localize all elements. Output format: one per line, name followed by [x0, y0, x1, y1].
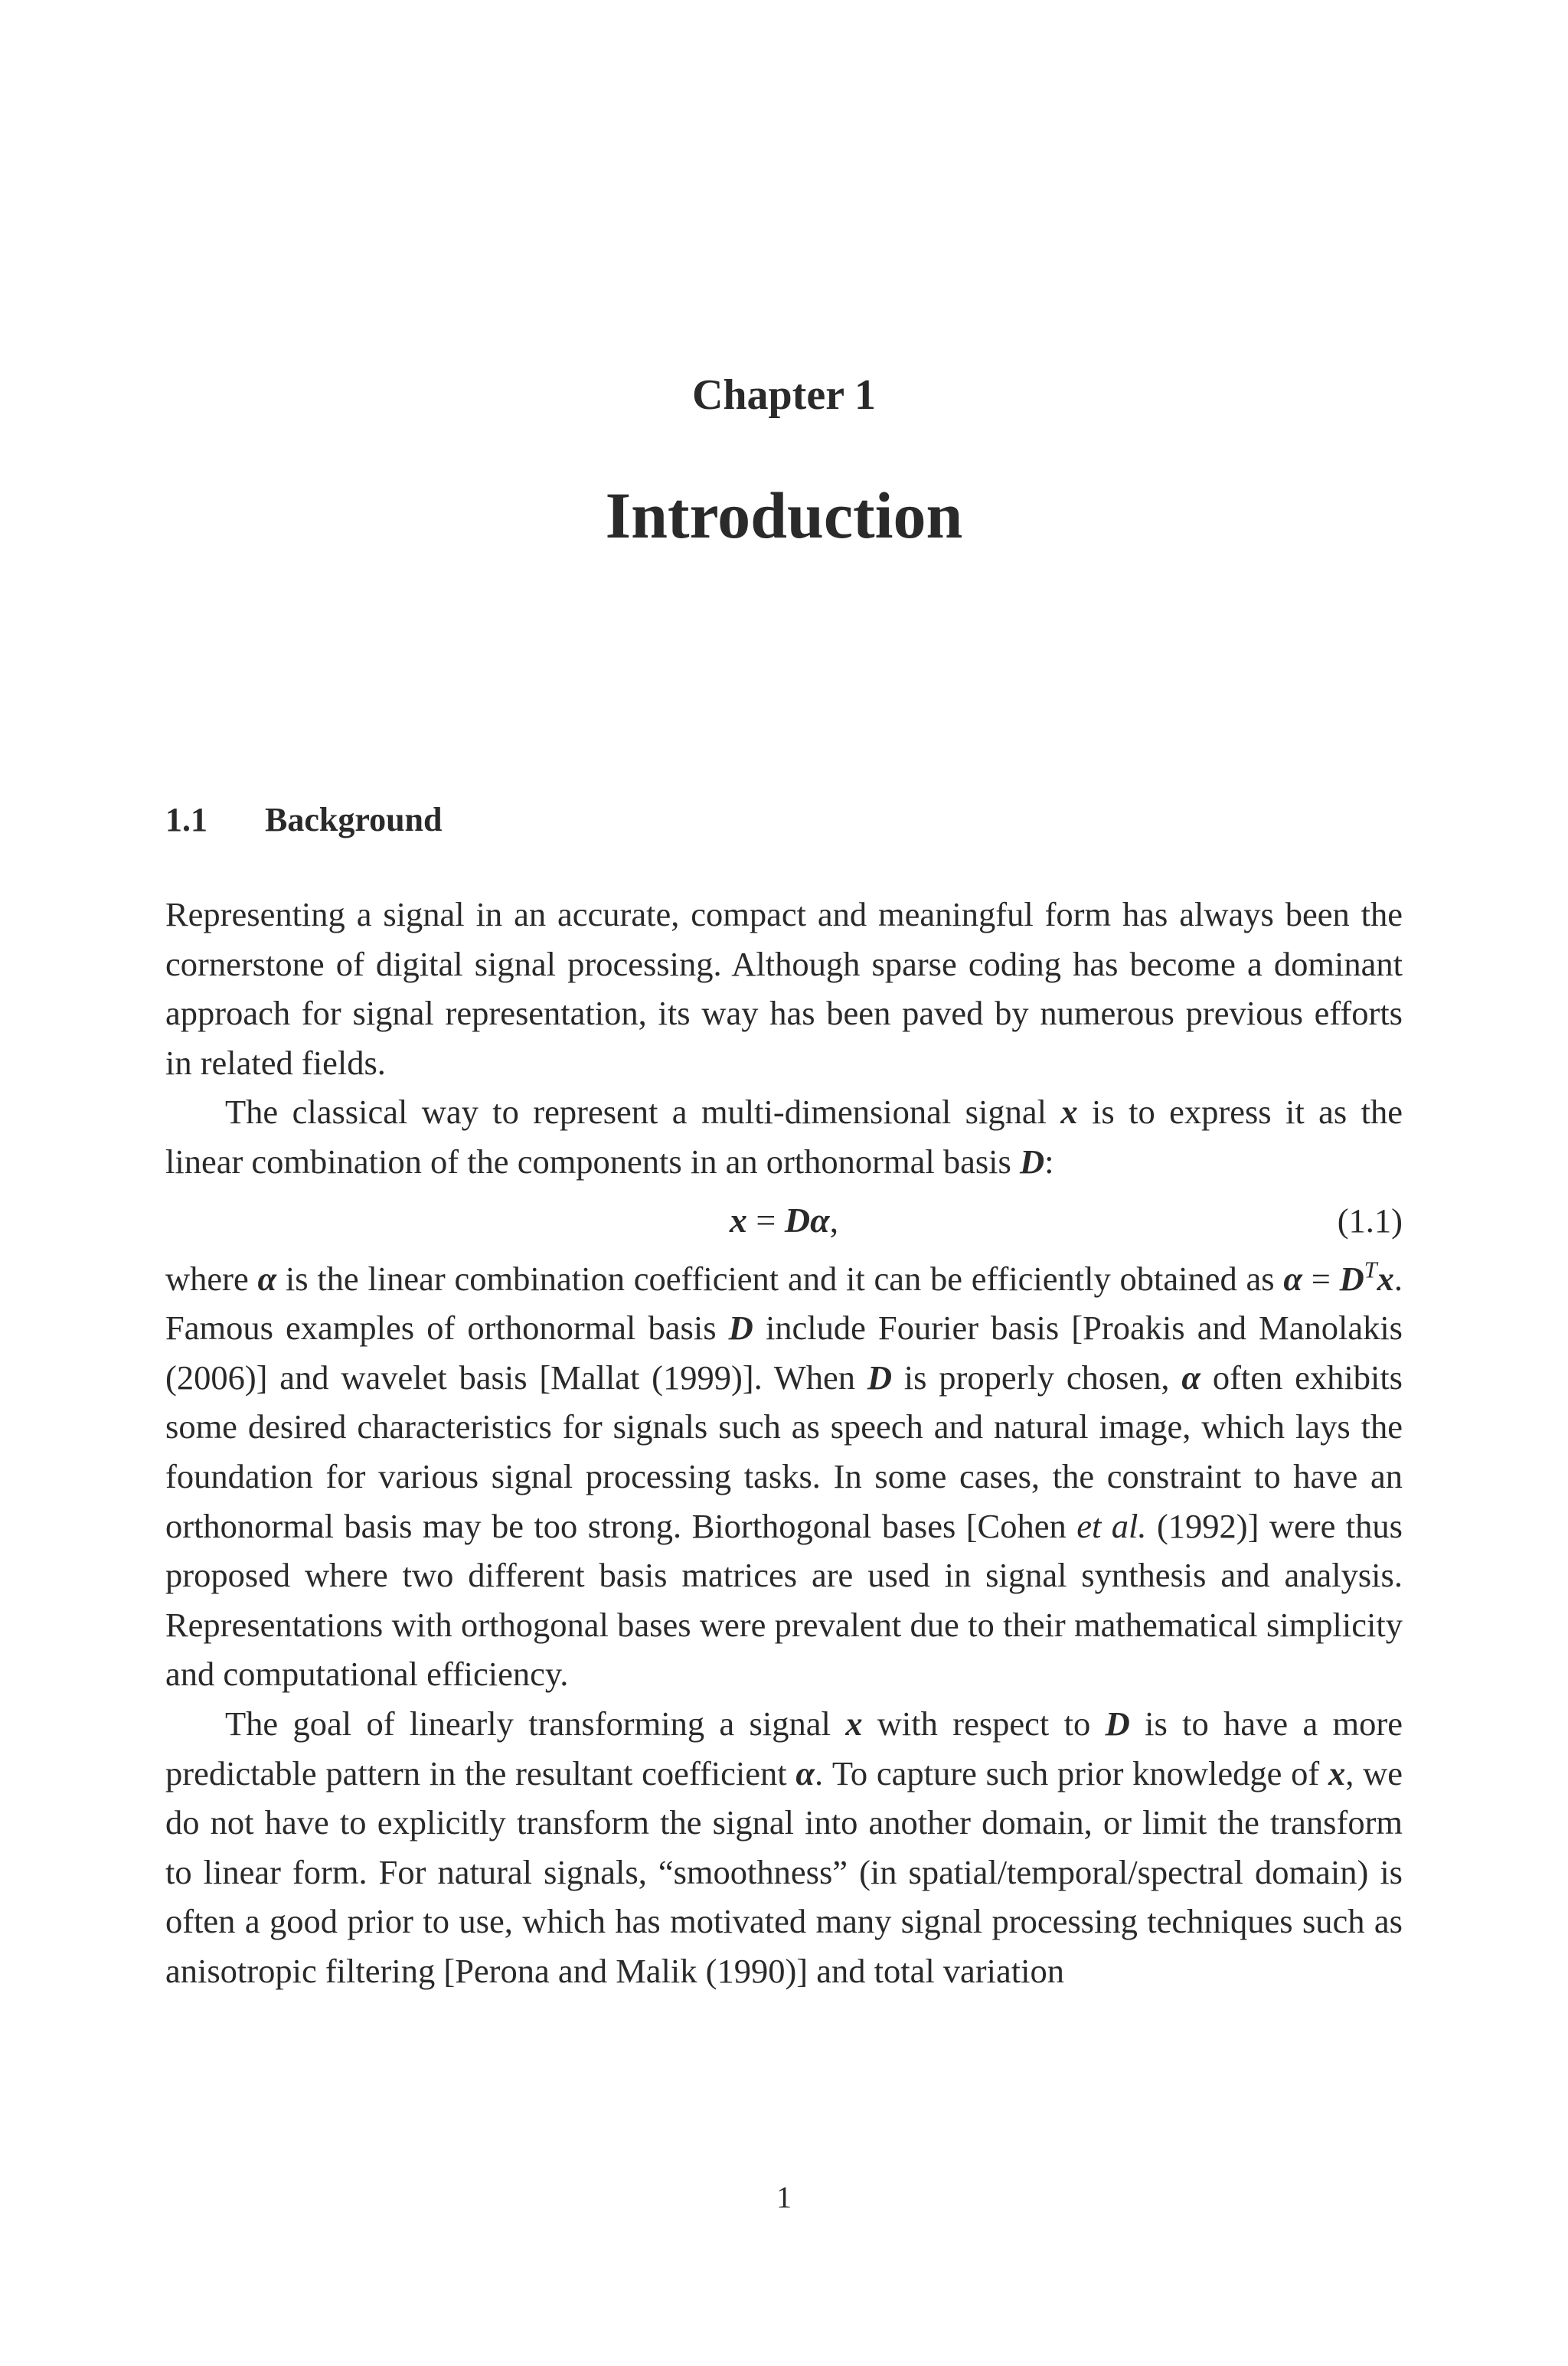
- section-heading: [165, 796, 443, 844]
- text-run: include Fourier basis [Proakis and Manolakis (2006)] and wavelet basis [Mallat (1999)]. When: [165, 1309, 1403, 1397]
- equation-number: (1.1): [1337, 1201, 1403, 1240]
- text-run: is to have a more predictable pattern in the resultant coefficient: [165, 1704, 1403, 1792]
- math-symbol-d: D: [728, 1309, 753, 1348]
- text-run: is properly chosen,: [891, 1358, 1182, 1397]
- text-run: . Famous examples of orthonormal basis: [165, 1259, 1403, 1348]
- transpose-superscript: T: [1364, 1256, 1377, 1283]
- math-symbol-d: D: [784, 1200, 811, 1240]
- equation-body: [165, 1190, 1403, 1251]
- section-number: 1.1: [165, 801, 207, 838]
- math-symbol-alpha: α: [795, 1753, 815, 1792]
- text-run: where: [165, 1259, 258, 1298]
- equation-comma: ,: [829, 1200, 839, 1240]
- chapter-label: Chapter 1: [691, 371, 877, 419]
- math-symbol-d: D: [867, 1358, 892, 1397]
- math-symbol-d: D: [1105, 1704, 1130, 1743]
- paragraph-2: [165, 1087, 1403, 1186]
- math-symbol-x: x: [1328, 1753, 1346, 1792]
- equals-sign: =: [1302, 1259, 1340, 1298]
- math-symbol-d: D: [1339, 1259, 1364, 1298]
- text-run: The classical way to represent a multi-dimensional signal: [225, 1093, 1061, 1132]
- math-symbol-alpha: α: [810, 1200, 830, 1240]
- math-symbol-alpha: α: [1181, 1358, 1201, 1397]
- text-run: , we do not have to explicitly transform the signal into another domain, or limit the transform to linear form. For natural signals, “smoothness” (in spatial/temporal/spectral domain) is often a good prior to use, which has motivated many signal processing techniques such as anisotropic filtering [Perona and Malik (1990)] and total variation: [165, 1753, 1403, 1990]
- math-symbol-x: x: [729, 1200, 747, 1240]
- math-symbol-x: x: [1060, 1093, 1078, 1132]
- text-run: (1992)] were thus proposed where two different basis matrices are used in signal synthesis and analysis. Representations with orthogonal bases were prevalent due to their mathematical simplicity and computational efficiency.: [165, 1506, 1403, 1694]
- math-symbol-x: x: [1377, 1259, 1394, 1298]
- equals-sign: =: [746, 1200, 785, 1240]
- section-title: Background: [265, 801, 443, 838]
- text-run: :: [1044, 1142, 1054, 1181]
- body-text: [165, 890, 1403, 1995]
- chapter-title: Introduction: [605, 479, 963, 552]
- page-number: 1: [776, 2180, 792, 2214]
- paragraph-4: [165, 1699, 1403, 1996]
- math-symbol-alpha: α: [1283, 1259, 1303, 1298]
- text-run: with respect to: [862, 1704, 1106, 1743]
- et-al-italic: et al.: [1076, 1506, 1147, 1545]
- equation-1-1: [165, 1190, 1403, 1251]
- math-symbol-d: D: [1019, 1142, 1045, 1181]
- text-run: often exhibits some desired characteristics for signals such as speech and natural image, which lays the foundation for various signal processing tasks. In some cases, the constraint to have an orthonormal basis may be too strong. Biorthogonal bases [Cohen: [165, 1358, 1403, 1545]
- paragraph-1: [165, 890, 1403, 1087]
- text-run: The goal of linearly transforming a signal: [225, 1704, 846, 1743]
- math-symbol-x: x: [845, 1704, 863, 1743]
- paragraph-3: [165, 1254, 1403, 1699]
- text-run: is the linear combination coefficient and it can be efficiently obtained as: [276, 1259, 1284, 1298]
- paragraph-1-text: Representing a signal in an accurate, compact and meaningful form has always been the cornerstone of digital signal processing. Although sparse coding has become a dominant approach for signal representation, its way has been paved by numerous previous efforts in related fields.: [165, 895, 1403, 1082]
- math-symbol-alpha: α: [257, 1259, 277, 1298]
- text-run: . To capture such prior knowledge of: [814, 1753, 1328, 1792]
- text-run: is to express it as the linear combination of the components in an orthonormal basis: [165, 1093, 1403, 1181]
